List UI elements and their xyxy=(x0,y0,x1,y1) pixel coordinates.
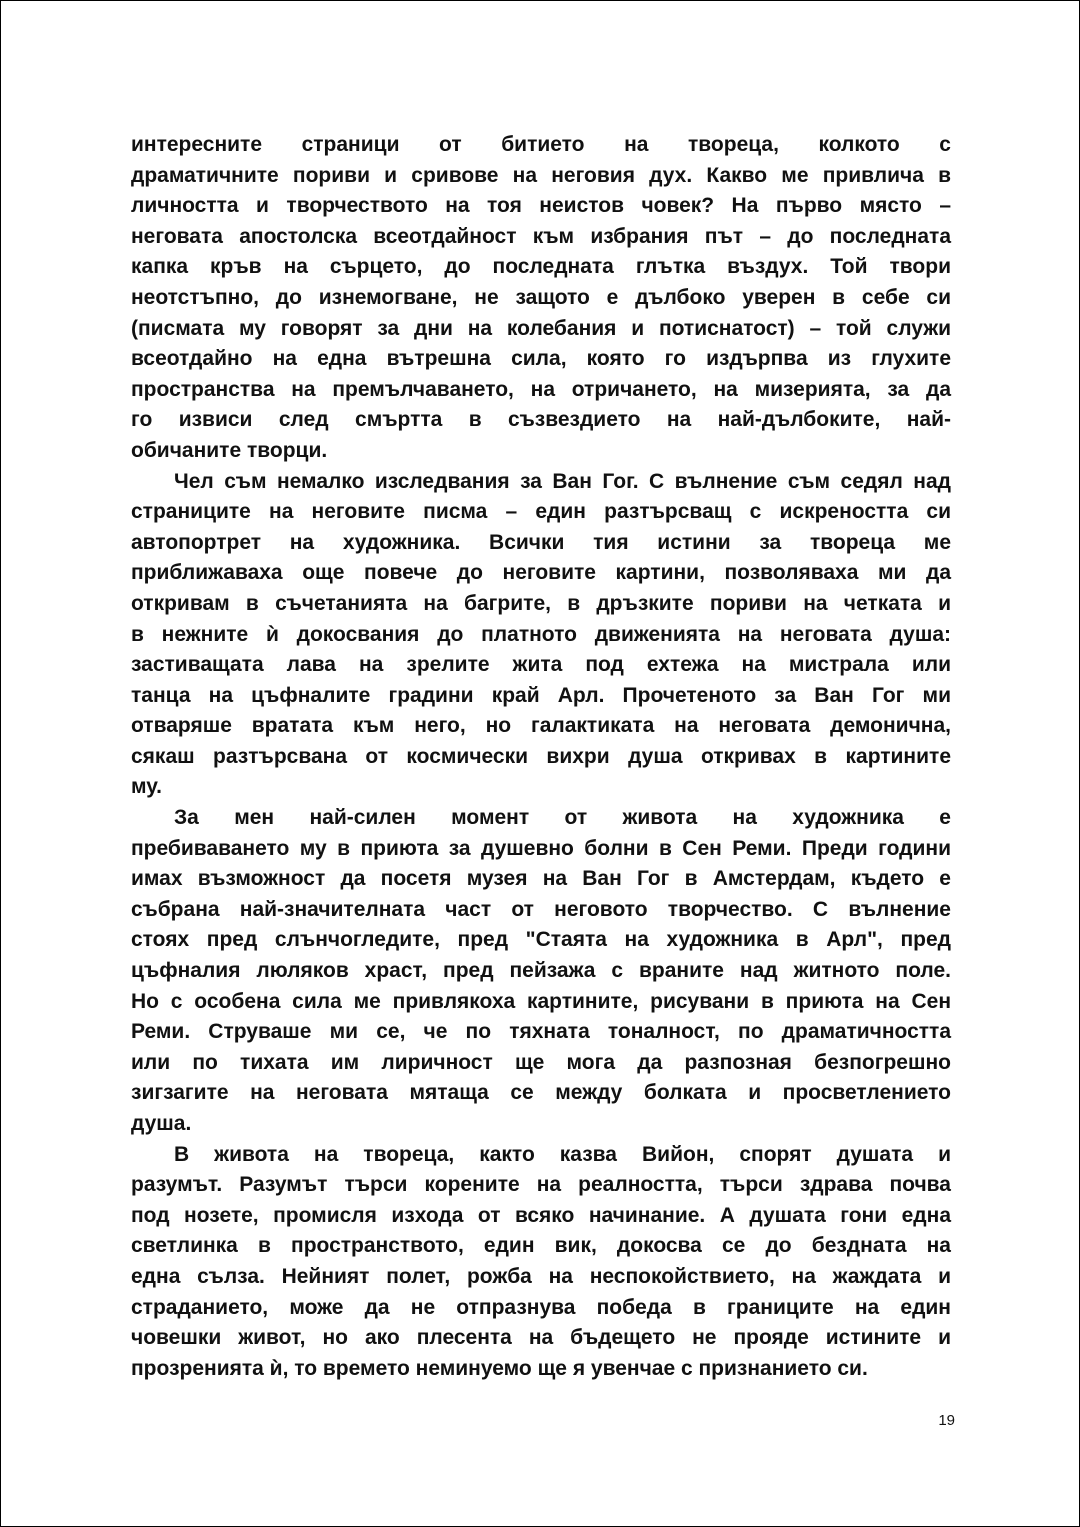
text-line: драматичните пориви и сривове на неговия дух. Какво ме привлича в xyxy=(131,163,951,187)
text-line: събрана най-значителната част от неговото творчество. С вълнение xyxy=(131,897,951,921)
paragraph xyxy=(131,1140,951,1385)
text-line: капка кръв на сърцето, до последната глътка въздух. Той твори xyxy=(131,255,951,279)
text-line: танца на цъфналите градини край Арл. Прочетеното за Ван Гог ми xyxy=(131,683,951,707)
page-number: 19 xyxy=(938,1412,955,1429)
text-line: страданието, може да не отпразнува победа в границите на един xyxy=(131,1295,951,1319)
text-line: или по тихата им лиричност ще мога да разпозная безпогрешно xyxy=(131,1050,951,1074)
text-line: прозренията ѝ, то времето неминуемо ще я увенчае с признанието си. xyxy=(131,1356,868,1380)
text-line: сякаш разтърсвана от космически вихри душа откривах в картините xyxy=(131,744,951,768)
text-line: му. xyxy=(131,775,162,799)
text-line: приближаваха още повече до неговите картини, позволяваха ми да xyxy=(131,561,951,585)
text-line: обичаните творци. xyxy=(131,438,328,462)
text-line: Чел съм немалко изследвания за Ван Гог. С вълнение съм седял над xyxy=(174,469,951,493)
text-line: неотстъпно, до изнемогване, не защото е дълбоко уверен в себе си xyxy=(131,285,951,309)
paragraph xyxy=(131,467,951,804)
text-line: пространства на премълчаването, на отричането, на мизерията, за да xyxy=(131,377,951,401)
text-line: под нозете, промисля изхода от всяко начинание. А душата гони една xyxy=(131,1203,951,1227)
paragraph xyxy=(131,130,951,467)
text-line: имах възможност да посетя музея на Ван Гог в Амстердам, където е xyxy=(131,867,951,891)
text-line: застиващата лава на зрелите жита под ехтежа на мистрала или xyxy=(131,653,951,677)
text-line: разумът. Разумът търси корените на реалността, търси здрава почва xyxy=(131,1173,951,1197)
text-line: личността и творчеството на тоя неистов човек? На първо място – xyxy=(131,194,951,218)
text-line: зигзагите на неговата мятаща се между болката и просветлението xyxy=(131,1081,951,1105)
body-text xyxy=(131,130,951,1384)
text-line: една сълза. Нейният полет, рожба на неспокойствието, на жаждата и xyxy=(131,1264,951,1288)
text-line: отваряше вратата към него, но галактиката на неговата демонична, xyxy=(131,714,951,738)
text-line: откривам в съчетанията на багрите, в дръзките пориви на четката и xyxy=(131,591,951,615)
text-line: го извиси след смъртта в съзвездието на най-дълбоките, най- xyxy=(131,408,951,432)
text-line: пребиваването му в приюта за душевно болни в Сен Реми. Преди години xyxy=(131,836,951,860)
text-line: душа. xyxy=(131,1112,192,1135)
text-line: В живота на твореца, както казва Вийон, спорят душата и xyxy=(174,1142,951,1166)
text-line: страниците на неговите писма – един разтърсващ с искреността си xyxy=(131,500,951,524)
text-line: светлинка в пространството, един вик, докосва се до бездната на xyxy=(131,1234,951,1258)
text-line: човешки живот, но ако плесента на бъдещето не прояде истините и xyxy=(131,1326,951,1350)
text-line: стоях пред слънчогледите, пред "Стаята на художника в Арл", пред xyxy=(131,928,951,952)
paragraph xyxy=(131,803,951,1140)
text-line: За мен най-силен момент от живота на художника е xyxy=(174,806,951,830)
text-line: цъфналия люляков храст, пред пейзажа с враните над житното поле. xyxy=(131,959,951,983)
text-line: Реми. Струваше ми се, че по тяхната тоналност, по драматичността xyxy=(131,1020,951,1044)
text-line: неговата апостолска всеотдайност към избрания път – до последната xyxy=(131,224,951,248)
text-line: автопортрет на художника. Всички тия истини за твореца ме xyxy=(131,530,951,554)
text-line: всеотдайно на една вътрешна сила, която го издърпва из глухите xyxy=(131,347,951,371)
text-line: Но с особена сила ме привлякоха картините, рисувани в приюта на Сен xyxy=(131,989,951,1013)
text-line: (писмата му говорят за дни на колебания и потиснатост) – той служи xyxy=(131,316,951,340)
text-line: в нежните ѝ докосвания до платното движенията на неговата душа: xyxy=(131,622,951,646)
text-line: интересните страници от битието на твореца, колкото с xyxy=(131,133,951,156)
